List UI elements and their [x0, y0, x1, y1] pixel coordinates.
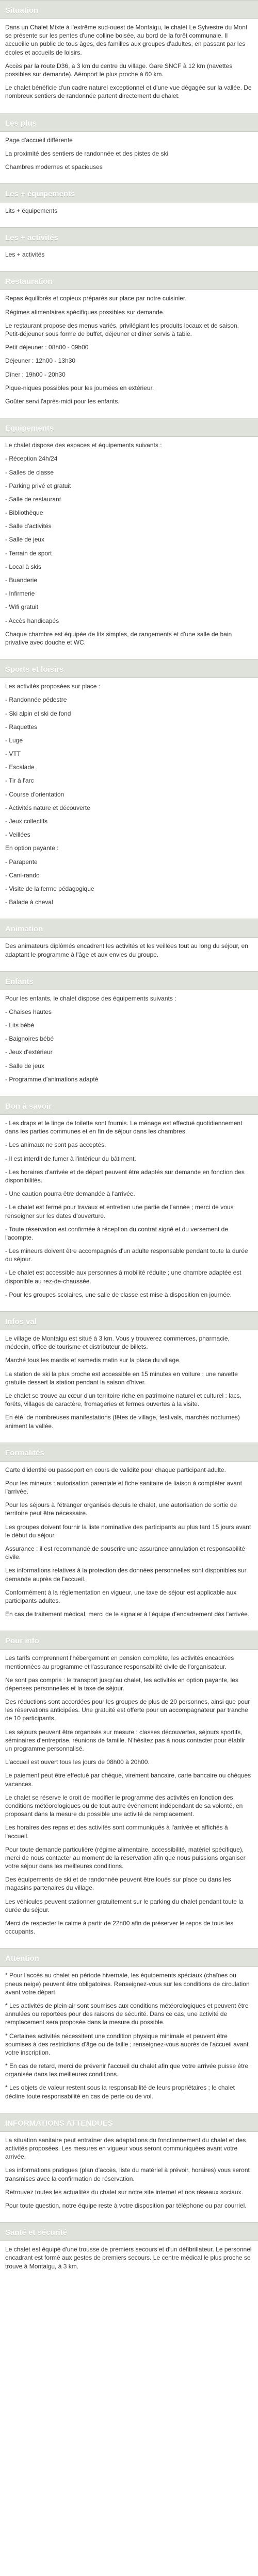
section-body: [0, 938, 258, 971]
section-paragraph: - Jeux d'extérieur: [5, 1048, 53, 1056]
section-body: [0, 202, 258, 227]
section-paragraph: - Activités nature et découverte: [5, 804, 90, 811]
section-paragraph: * Les objets de valeur restent sous la responsabilité de leurs propriétaires ; le chalet décline toute responsabilité en cas de perte ou de vol.: [5, 2084, 235, 2100]
section-paragraph: - Bibliothèque: [5, 509, 43, 517]
section-paragraph: Assurance : il est recommandé de souscrire une assurance annulation et responsabilité civile.: [5, 1545, 245, 1561]
section-paragraph: Page d'accueil différente: [5, 136, 73, 144]
section-paragraph: Pour toute question, notre équipe reste à votre disposition par téléphone ou par courriel.: [5, 2201, 247, 2209]
section-title: Les + équipements: [0, 183, 258, 202]
section-paragraph: - Salle de restaurant: [5, 495, 61, 503]
section-paragraph: Les tarifs comprennent l'hébergement en pension complète, les activités encadrées mentionnées au programme et l'assurance responsabilité civile de l'organisateur.: [5, 1654, 234, 1670]
section-title: Infos val: [0, 1311, 258, 1330]
section-paragraph: - Baignoires bébé: [5, 1035, 54, 1043]
section-paragraph: Carte d'identité ou passeport en cours de validité pour chaque participant adulte.: [5, 1466, 226, 1473]
section: [0, 418, 258, 659]
section-paragraph: Les informations relatives à la protection des données personnelles sont disponibles sur demande auprès de l'accueil.: [5, 1567, 247, 1583]
section-body: [0, 1115, 258, 1311]
section-paragraph: En cas de traitement médical, merci de le signaler à l'équipe d'encadrement dès l'arrivée.: [5, 1611, 250, 1618]
section-paragraph: - Les horaires d'arrivée et de départ peuvent être adaptés sur demande en fonction des disponibilités.: [5, 1168, 245, 1184]
section-paragraph: - Course d'orientation: [5, 790, 64, 798]
section-paragraph: * Certaines activités nécessitent une condition physique minimale et peuvent être soumises à des restrictions d'âge ou de taille ; renseignez-vous auprès de l'accueil avant votre inscription.: [5, 2032, 249, 2056]
section-paragraph: Dans un Chalet Mixte à l'extrême sud-ouest de Montaigu, le chalet Le Sylvestre du Mont se présente sur les pentes d'une colline boisée, au bord de la forêt communale. Il accueille un public de tous âges, des familles aux groupes d'adultes, en passant par les écoles et accueils de loisirs.: [5, 24, 248, 56]
section-paragraph: Repas équilibrés et copieux préparés sur place par notre cuisinier.: [5, 295, 187, 302]
section: [0, 227, 258, 271]
section-paragraph: - Toute réservation est confirmée à réception du contrat signé et du versement de l'acompte.: [5, 1225, 229, 1241]
section-paragraph: - Salle d'activités: [5, 522, 52, 530]
section: [0, 0, 258, 113]
section-paragraph: Merci de respecter le calme à partir de 22h00 afin de préserver le repos de tous les occupants.: [5, 1920, 234, 1936]
section-paragraph: Goûter servi l'après-midi pour les enfants.: [5, 397, 120, 405]
section-paragraph: L'accueil est ouvert tous les jours de 08h00 à 20h00.: [5, 1758, 150, 1766]
section-paragraph: - Les draps et le linge de toilette sont fournis. Le ménage est effectué quotidiennement dans les parties communes et en fin de séjour dans les chambres.: [5, 1120, 243, 1136]
section-paragraph: Le chalet bénéficie d'un cadre naturel exceptionnel et d'une vue dégagée sur la vallée. De nombreux sentiers de randonnée partent directement du chalet.: [5, 84, 252, 100]
section-paragraph: - Parking privé et gratuit: [5, 482, 71, 489]
section-paragraph: Le chalet se réserve le droit de modifier le programme des activités en fonction des conditions météorologiques ou de tout autre événement indépendant de sa volonté, en proposant dans la mesure du possible une activité de remplacement.: [5, 1793, 243, 1818]
section-paragraph: Le chalet est équipé d'une trousse de premiers secours et d'un défibrillateur. Le personnel encadrant est formé aux gestes de premiers secours. Le centre médical le plus proche se trouve à Montaigu, à 3 km.: [5, 2246, 252, 2270]
section-paragraph: - Ski alpin et ski de fond: [5, 709, 71, 717]
section-title: Equipements: [0, 418, 258, 437]
section-title: Sports et loisirs: [0, 659, 258, 678]
section: [0, 1631, 258, 1948]
section-body: [0, 1967, 258, 2112]
section-title: Situation: [0, 0, 258, 19]
section-paragraph: En option payante :: [5, 844, 59, 852]
section-paragraph: - Salle de jeux: [5, 536, 45, 544]
section-paragraph: - Luge: [5, 736, 23, 744]
section-paragraph: - Parapente: [5, 858, 38, 866]
section-paragraph: Pour toute demande particulière (régime alimentaire, accessibilité, matériel spécifique), merci de nous contacter au moment de la réservation afin que nous puissions organiser votre séjour dans les meilleures conditions.: [5, 1845, 246, 1870]
section-body: [0, 19, 258, 113]
section-paragraph: Marché tous les mardis et samedis matin sur la place du village.: [5, 1357, 181, 1364]
section-paragraph: Dîner : 19h00 - 20h30: [5, 370, 66, 378]
section-paragraph: Les véhicules peuvent stationner gratuitement sur le parking du chalet pendant toute la durée du séjour.: [5, 1897, 244, 1913]
section: [0, 971, 258, 1096]
section-paragraph: En été, de nombreuses manifestations (fêtes de village, festivals, marchés nocturnes) animent la vallée.: [5, 1414, 240, 1430]
section-paragraph: - Local à skis: [5, 563, 42, 570]
section-paragraph: - Le chalet est accessible aux personnes à mobilité réduite ; une chambre adaptée est disponible au rez-de-chaussée.: [5, 1269, 241, 1285]
section-body: [0, 678, 258, 919]
section: [0, 2113, 258, 2222]
section-paragraph: Pour les mineurs : autorisation parentale et fiche sanitaire de liaison à compléter avant l'arrivée.: [5, 1479, 242, 1496]
section-paragraph: - Réception 24h/24: [5, 455, 58, 463]
section-body: [0, 1330, 258, 1443]
section-paragraph: - Les mineurs doivent être accompagnés d'un adulte responsable pendant toute la durée du séjour.: [5, 1247, 248, 1263]
section-paragraph: Les informations pratiques (plan d'accès, liste du matériel à prévoir, horaires) vous seront transmises avec la confirmation de réservation.: [5, 2166, 250, 2182]
section: [0, 183, 258, 227]
section-paragraph: Le chalet se trouve au cœur d'un territoire riche en patrimoine naturel et culturel : lacs, forêts, villages de caractère, fromageries et fermes ouvertes à la visite.: [5, 1392, 241, 1408]
section: [0, 1443, 258, 1631]
section-paragraph: - Infirmerie: [5, 590, 35, 598]
section: [0, 1948, 258, 2112]
section-body: [0, 2132, 258, 2222]
section: [0, 919, 258, 971]
section-paragraph: - Wifi gratuit: [5, 603, 39, 611]
section-paragraph: Régimes alimentaires spécifiques possibles sur demande.: [5, 308, 165, 316]
section-paragraph: - Les animaux ne sont pas acceptés.: [5, 1141, 106, 1149]
section-body: [0, 290, 258, 418]
section-title: Santé et sécurité: [0, 2222, 258, 2241]
section-paragraph: Le paiement peut être effectué par chèque, virement bancaire, carte bancaire ou chèques vacances.: [5, 1772, 251, 1788]
section-paragraph: - Raquettes: [5, 723, 38, 731]
section-paragraph: - Randonnée pédestre: [5, 696, 67, 704]
section-paragraph: - VTT: [5, 750, 21, 758]
section-paragraph: Le village de Montaigu est situé à 3 km. Vous y trouverez commerces, pharmacie, médecin, office de tourisme et distributeur de billets.: [5, 1335, 230, 1351]
section-body: [0, 437, 258, 659]
section-paragraph: Pique-niques possibles pour les journées en extérieur.: [5, 384, 154, 392]
section-paragraph: Lits + équipements: [5, 207, 58, 215]
section: [0, 1096, 258, 1311]
section-paragraph: - Escalade: [5, 764, 35, 771]
section-paragraph: Ne sont pas compris : le transport jusqu'au chalet, les activités en option payante, les dépenses personnelles et la taxe de séjour.: [5, 1676, 238, 1692]
section-title: Bon à savoir: [0, 1096, 258, 1115]
section-paragraph: Retrouvez toutes les actualités du chalet sur notre site internet et nos réseaux sociaux.: [5, 2188, 243, 2196]
section-paragraph: - Lits bébé: [5, 1022, 35, 1029]
section-body: [0, 1650, 258, 1948]
section-paragraph: Chaque chambre est équipée de lits simples, de rangements et d'une salle de bain privative avec douche et WC.: [5, 630, 232, 646]
section-paragraph: Des équipements de ski et de randonnée peuvent être loués sur place ou dans les magasins partenaires du village.: [5, 1876, 231, 1892]
section-body: [0, 246, 258, 271]
section-title: Restauration: [0, 271, 258, 290]
section-paragraph: Les horaires des repas et des activités sont communiqués à l'arrivée et affichés à l'accueil.: [5, 1824, 228, 1840]
section-paragraph: Pour les enfants, le chalet dispose des équipements suivants :: [5, 994, 176, 1002]
section-paragraph: Les + activités: [5, 251, 45, 259]
section-title: Les + activités: [0, 227, 258, 246]
section-paragraph: - Salle de jeux: [5, 1062, 45, 1070]
section: [0, 2222, 258, 2283]
section-paragraph: La situation sanitaire peut entraîner des adaptations du fonctionnement du chalet et des activités proposées. Les mesures en vigueur vous seront communiquées avant votre arrivée.: [5, 2136, 246, 2161]
section-paragraph: Les activités proposées sur place :: [5, 683, 101, 690]
section-title: Animation: [0, 919, 258, 938]
section-paragraph: - Veillées: [5, 831, 30, 839]
section-paragraph: - Accès handicapés: [5, 617, 59, 624]
section-body: [0, 1462, 258, 1631]
section-title: Pour info: [0, 1631, 258, 1650]
section-paragraph: Des animateurs diplômés encadrent les activités et les veillées tout au long du séjour, en adaptant le programme à l'âge et aux envies du groupe.: [5, 942, 248, 958]
section-paragraph: * Pour l'accès au chalet en période hivernale, les équipements spéciaux (chaînes ou pneus neige) peuvent être obligatoires. Renseignez-vous sur les conditions de circulation avant votre départ.: [5, 1972, 250, 1996]
section-paragraph: - Il est interdit de fumer à l'intérieur du bâtiment.: [5, 1155, 136, 1162]
section-paragraph: Le restaurant propose des menus variés, privilégiant les produits locaux et de saison. Petit-déjeuner sous forme de buffet, déjeuner et dîner servis à table.: [5, 321, 239, 337]
section-paragraph: Les groupes doivent fournir la liste nominative des participants au plus tard 15 jours avant le début du séjour.: [5, 1523, 251, 1539]
section-title: Attention: [0, 1948, 258, 1967]
section-paragraph: - Jeux collectifs: [5, 818, 48, 825]
section-paragraph: * Les activités de plein air sont soumises aux conditions météorologiques et peuvent être annulées ou reportées pour des raisons de sécurité. Dans ce cas, une activité de remplacement sera proposée dans la mesure du possible.: [5, 2002, 249, 2026]
section-paragraph: - Une caution pourra être demandée à l'arrivée.: [5, 1190, 135, 1198]
section-paragraph: La proximité des sentiers de randonnée et des pistes de ski: [5, 149, 169, 157]
section: [0, 113, 258, 184]
section: [0, 1311, 258, 1443]
section-paragraph: Petit déjeuner : 08h00 - 09h00: [5, 344, 89, 351]
section-paragraph: - Cani-rando: [5, 871, 40, 879]
section-paragraph: Pour les séjours à l'étranger organisés depuis le chalet, une autorisation de sortie de territoire peut être nécessaire.: [5, 1501, 237, 1517]
section-paragraph: Déjeuner : 12h00 - 13h30: [5, 357, 76, 365]
section-paragraph: - Chaises hautes: [5, 1008, 52, 1015]
section-paragraph: Le chalet dispose des espaces et équipements suivants :: [5, 442, 162, 449]
section-paragraph: * En cas de retard, merci de prévenir l'accueil du chalet afin que votre arrivée puisse être organisée dans les meilleures conditions.: [5, 2062, 249, 2078]
section-body: [0, 990, 258, 1096]
section-title: Les plus: [0, 113, 258, 132]
section-paragraph: Des réductions sont accordées pour les groupes de plus de 20 personnes, ainsi que pour les réservations anticipées. Une gratuité est offerte pour un accompagnateur par tranche de 10 participants.: [5, 1698, 250, 1722]
section-paragraph: Chambres modernes et spacieuses: [5, 163, 103, 171]
section-paragraph: Les séjours peuvent être organisés sur mesure : classes découvertes, séjours sportifs, séminaires d'entreprise, réunions de famille. N'hésitez pas à nous contacter pour établir un programme personnalisé.: [5, 1728, 245, 1752]
section-paragraph: - Visite de la ferme pédagogique: [5, 885, 94, 892]
section-body: [0, 132, 258, 184]
section-paragraph: - Balade à cheval: [5, 899, 53, 906]
section-paragraph: - Terrain de sport: [5, 549, 52, 557]
section-paragraph: - Programme d'animations adapté: [5, 1075, 99, 1083]
section: [0, 271, 258, 418]
section-paragraph: - Salles de classe: [5, 468, 54, 476]
section-paragraph: - Le chalet est fermé pour travaux et entretien une partie de l'année ; merci de vous renseigner sur les dates d'ouverture.: [5, 1204, 234, 1219]
section-title: INFORMATIONS ATTENDUES: [0, 2113, 258, 2132]
section-paragraph: La station de ski la plus proche est accessible en 15 minutes en voiture ; une navette gratuite dessert la station pendant la saison d'hiver.: [5, 1370, 238, 1386]
section-paragraph: - Buanderie: [5, 577, 38, 584]
section-title: Formalités: [0, 1443, 258, 1462]
section-body: [0, 2241, 258, 2283]
section-paragraph: Conformément à la réglementation en vigueur, une taxe de séjour est applicable aux participants adultes.: [5, 1588, 237, 1604]
section-paragraph: Accès par la route D36, à 3 km du centre du village. Gare SNCF à 12 km (navettes possibles sur demande). Aéroport le plus proche à 60 km.: [5, 62, 233, 78]
section-paragraph: - Pour les groupes scolaires, une salle de classe est mise à disposition en journée.: [5, 1291, 232, 1298]
section: [0, 659, 258, 919]
section-title: Enfants: [0, 971, 258, 990]
section-paragraph: - Tir à l'arc: [5, 777, 34, 785]
